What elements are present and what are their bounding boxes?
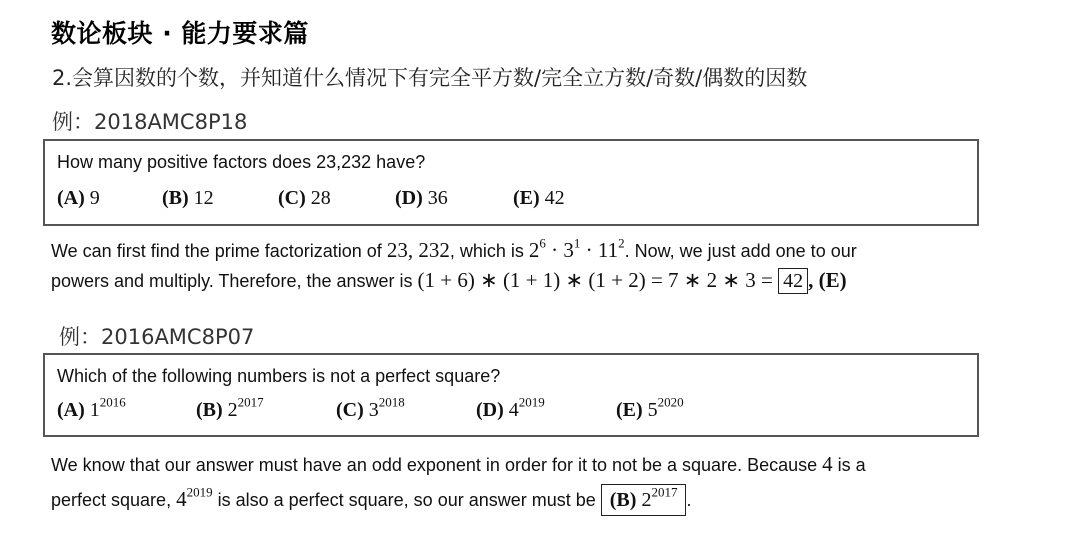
- choice-d: (D) $4^{2019}$: [476, 394, 545, 421]
- choice-c: (C) $3^{2018}$: [336, 394, 405, 421]
- choice-e: (E) 42: [513, 187, 565, 209]
- choice-b: (B) 12: [162, 187, 214, 209]
- page-title: 数论板块 · 能力要求篇: [51, 19, 309, 48]
- example-1-label: 例：2018AMC8P18: [52, 110, 248, 134]
- solution-2-line-1: We know that our answer must have an odd exponent in order for it to not be a square. Because 4 is a: [51, 452, 866, 476]
- problem-2-question: Which of the following numbers is not a perfect square?: [57, 366, 501, 386]
- problem-box-1: [43, 139, 979, 226]
- problem-1-question: How many positive factors does 23,232 have?: [57, 152, 426, 172]
- answer-box-1: 42: [778, 268, 808, 294]
- choice-a: (A) $1^{2016}$: [57, 394, 126, 421]
- solution-2-line-2: perfect square, $4^{2019}$ is also a perfect square, so our answer must be (B) $2^{2017}$ .: [51, 484, 691, 516]
- choice-a: (A) 9: [57, 187, 100, 209]
- choice-e: (E) $5^{2020}$: [616, 394, 684, 421]
- choice-b: (B) $2^{2017}$: [196, 394, 264, 421]
- problem-box-2: [43, 353, 979, 437]
- example-2-label: 例：2016AMC8P07: [59, 325, 255, 349]
- solution-1-line-1: We can first find the prime factorization of 23, 232, which is $2^6 \cdot 3^1 \cdot 11^2$. Now, we just add one to our: [51, 235, 857, 262]
- choice-d: (D) 36: [395, 187, 448, 209]
- section-subtitle: 2.会算因数的个数，并知道什么情况下有完全平方数/完全立方数/奇数/偶数的因数: [52, 66, 808, 90]
- problem-2-choices: [57, 394, 684, 422]
- solution-1-line-2: powers and multiply. Therefore, the answer is (1 + 6) ∗ (1 + 1) ∗ (1 + 2) = 7 ∗ 2 ∗ 3 = 42 , (E): [51, 268, 847, 292]
- answer-box-2: (B) $2^{2017}$: [601, 484, 687, 516]
- problem-1-choices: [57, 187, 565, 210]
- choice-c: (C) 28: [278, 187, 331, 209]
